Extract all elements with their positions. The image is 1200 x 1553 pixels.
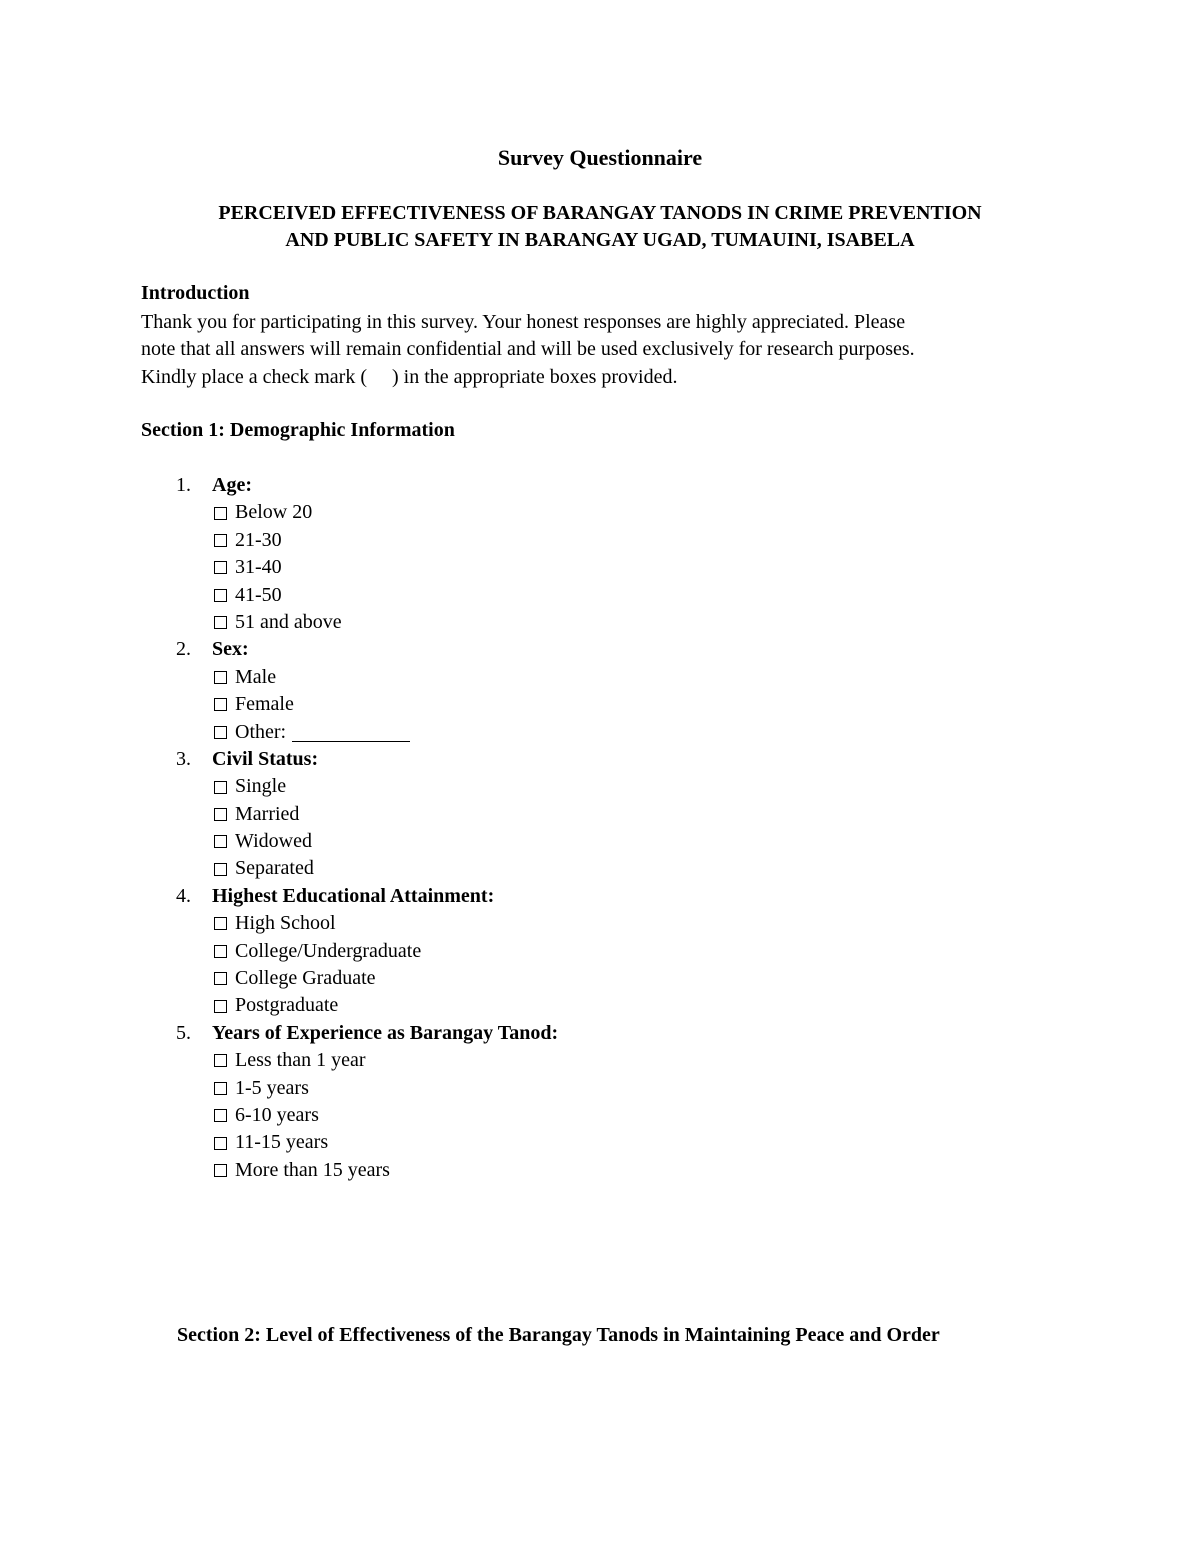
option-label: Male [235,665,277,688]
option-widowed[interactable] [214,828,312,855]
section-1-heading: Section 1: Demographic Information [141,419,455,441]
research-title-line-2: AND PUBLIC SAFETY IN BARANGAY UGAD, TUMAUINI, ISABELA [285,229,915,251]
option-separated[interactable] [214,855,314,882]
introduction-heading: Introduction [141,282,250,304]
question-number: 3. [176,747,191,770]
introduction-line-2: note that all answers will remain confidential and will be used exclusively for research purposes. [141,338,915,361]
checkbox-icon[interactable] [214,835,227,848]
checkbox-icon[interactable] [214,1137,227,1150]
question-number: 2. [176,638,191,661]
introduction-line-3: Kindly place a check mark ( ) in the appropriate boxes provided. [141,365,678,388]
option-high-school[interactable] [214,910,336,937]
option-1-5-years[interactable] [214,1075,309,1102]
checkbox-icon[interactable] [214,1000,227,1013]
option-label: High School [235,912,336,935]
option-male[interactable] [214,664,276,691]
option-label: Female [235,693,294,716]
option-label: 6-10 years [235,1103,319,1126]
question-label: Highest Educational Attainment: [212,884,495,907]
question-number: 4. [176,884,191,907]
option-label: 41-50 [235,583,282,606]
question-label: Age: [212,474,252,496]
checkbox-icon[interactable] [214,1054,227,1067]
option-college-undergraduate[interactable] [214,938,421,965]
checkbox-icon[interactable] [214,781,227,794]
checkbox-icon[interactable] [214,534,227,547]
option-label: Less than 1 year [235,1049,366,1072]
option-female[interactable] [214,691,294,718]
checkbox-icon[interactable] [214,726,227,739]
checkbox-icon[interactable] [214,698,227,711]
checkbox-icon[interactable] [214,1164,227,1177]
option-less-than-1-year[interactable] [214,1047,366,1074]
option-label: 21-30 [235,528,282,551]
other-blank-line[interactable] [292,722,410,742]
demographic-question-list [141,472,1041,1184]
checkbox-icon[interactable] [214,917,227,930]
question-label: Sex: [212,638,249,661]
document-title: Survey Questionnaire [497,145,703,170]
question-number: 5. [176,1021,191,1044]
research-title-line-1: PERCEIVED EFFECTIVENESS OF BARANGAY TANODS IN CRIME PREVENTION [218,202,982,224]
option-label: College/Undergraduate [235,939,422,962]
checkbox-icon[interactable] [214,945,227,958]
question-sex [141,636,1041,663]
checkbox-icon[interactable] [214,507,227,520]
checkbox-icon[interactable] [214,616,227,629]
option-31-40[interactable] [214,554,282,581]
option-other[interactable] [214,719,410,746]
option-below-20[interactable] [214,499,312,526]
introduction-text [141,309,1071,391]
option-21-30[interactable] [214,527,282,554]
question-civil-status [141,746,1041,773]
question-label: Civil Status: [212,747,319,770]
checkbox-icon[interactable] [214,671,227,684]
option-single[interactable] [214,773,286,800]
option-label: Other: [235,720,287,743]
option-label: Single [235,775,287,798]
option-label: Below 20 [235,501,313,524]
option-married[interactable] [214,801,299,828]
checkbox-icon[interactable] [214,589,227,602]
option-label: 11-15 years [235,1131,329,1154]
option-51-and-above[interactable] [214,609,342,636]
option-label: College Graduate [235,967,376,990]
section-2-heading: Section 2: Level of Effectiveness of the Barangay Tanods in Maintaining Peace and Order [177,1324,940,1346]
option-more-than-15-years[interactable] [214,1157,390,1184]
checkbox-icon[interactable] [214,808,227,821]
checkbox-icon[interactable] [214,1082,227,1095]
option-label: Married [235,802,300,825]
question-label: Years of Experience as Barangay Tanod: [212,1021,559,1044]
question-years-experience [141,1020,1041,1047]
checkbox-icon[interactable] [214,561,227,574]
checkbox-icon[interactable] [214,1109,227,1122]
question-age [141,472,1041,499]
option-11-15-years[interactable] [214,1129,328,1156]
option-postgraduate[interactable] [214,992,338,1019]
option-label: Postgraduate [235,994,339,1017]
option-6-10-years[interactable] [214,1102,319,1129]
introduction-line-1: Thank you for participating in this survey. Your honest responses are highly appreciated. Please [141,311,906,333]
option-college-graduate[interactable] [214,965,376,992]
research-title [0,200,1200,254]
option-label: Widowed [235,830,312,853]
option-label: More than 15 years [235,1158,390,1181]
option-label: Separated [235,857,314,880]
checkbox-icon[interactable] [214,972,227,985]
option-label: 31-40 [235,556,282,579]
question-number: 1. [176,474,191,496]
option-label: 51 and above [235,610,342,633]
question-education [141,883,1041,910]
checkbox-icon[interactable] [214,863,227,876]
option-41-50[interactable] [214,582,282,609]
option-label: 1-5 years [235,1076,309,1099]
